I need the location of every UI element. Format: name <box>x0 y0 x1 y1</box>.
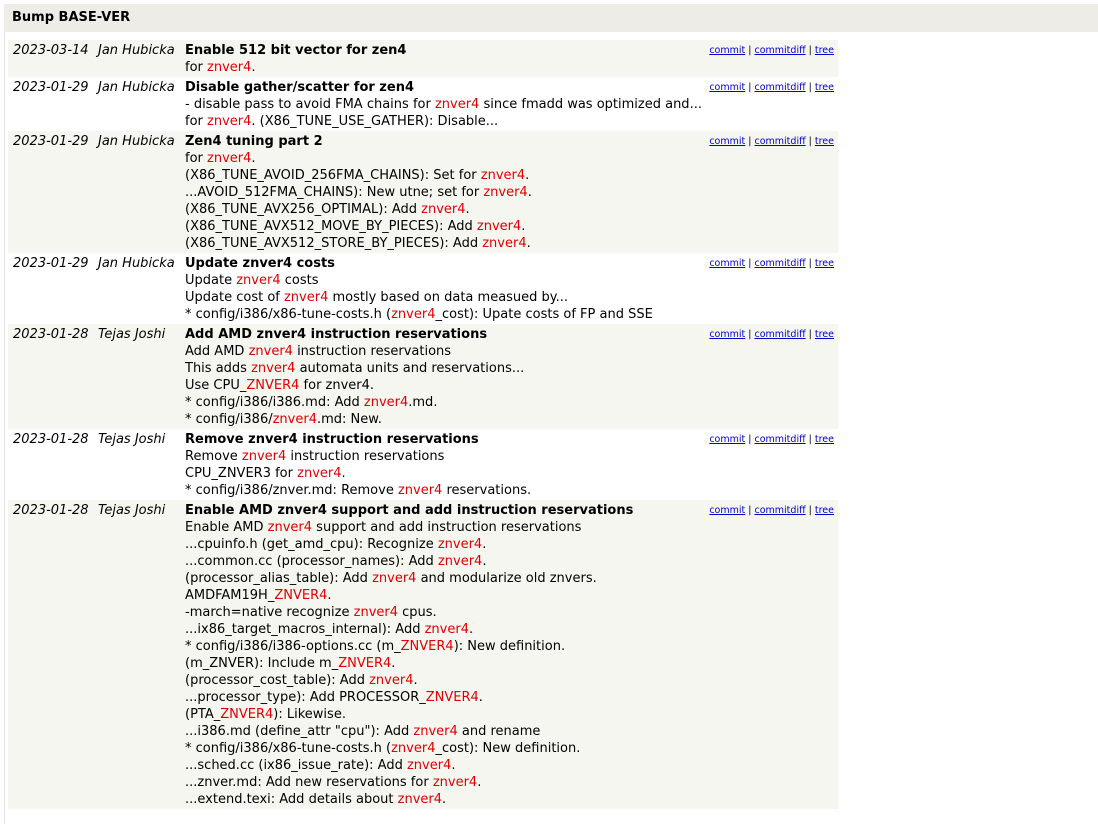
match-text: . <box>251 151 256 166</box>
link-separator: | <box>745 505 755 516</box>
tree-link[interactable]: tree <box>814 329 834 340</box>
match-text: -march=native recognize <box>185 605 354 620</box>
match-text: . <box>526 236 531 251</box>
commit-link[interactable]: commit <box>709 82 746 93</box>
commit-row <box>8 324 838 429</box>
match-text: ...cpuinfo.h (get_amd_cpu): Recognize <box>185 537 438 552</box>
commit-date: 2023-01-29 <box>13 80 89 95</box>
search-match-highlight: znver4 <box>406 758 452 773</box>
search-match-highlight: znver4 <box>283 290 329 305</box>
search-match-highlight: znver4 <box>372 571 417 586</box>
commit-links <box>704 429 838 500</box>
commit-message <box>180 40 704 77</box>
match-text: . <box>391 656 396 671</box>
commit-row <box>8 500 838 809</box>
commit-match-line <box>185 201 700 218</box>
match-text: for <box>185 60 208 75</box>
commit-match-line <box>185 411 700 428</box>
commit-log-table <box>8 40 838 809</box>
link-separator: | <box>745 136 755 147</box>
match-text: ...sched.cc (ix86_issue_rate): Add <box>185 758 407 773</box>
commit-row <box>8 77 838 131</box>
commitdiff-link[interactable]: commitdiff <box>754 434 806 445</box>
search-match-highlight: ZNVER4 <box>220 707 274 722</box>
commit-match-line <box>185 150 700 167</box>
match-text: cpus. <box>398 605 437 620</box>
left-border <box>4 32 5 824</box>
match-text: ...common.cc (processor_names): Add <box>185 554 438 569</box>
commitdiff-link[interactable]: commitdiff <box>754 505 806 516</box>
commit-subject-link[interactable]: Add AMD znver4 instruction reservations <box>185 327 488 342</box>
commit-subject-link[interactable]: Enable AMD znver4 support and add instruction reservations <box>185 503 634 518</box>
match-text: (m_ZNVER): Include m_ <box>185 656 339 671</box>
match-text: for znver4. <box>299 378 375 393</box>
link-separator: | <box>805 434 815 445</box>
match-text: This adds <box>185 361 252 376</box>
commit-row <box>8 131 838 253</box>
search-match-highlight: znver4 <box>397 792 443 807</box>
commit-match-line <box>185 774 700 791</box>
match-text: for <box>185 151 208 166</box>
match-text: * config/i386/x86-tune-costs.h ( <box>185 741 392 756</box>
commit-message <box>180 253 704 324</box>
link-separator: | <box>805 82 815 93</box>
match-text: . <box>327 588 332 603</box>
commit-link[interactable]: commit <box>709 45 746 56</box>
search-match-highlight: znver4 <box>391 741 436 756</box>
match-text: . <box>482 554 487 569</box>
link-separator: | <box>805 136 815 147</box>
commit-author: Tejas Joshi <box>93 500 180 809</box>
commit-message <box>180 429 704 500</box>
match-text: ): Likewise. <box>273 707 346 722</box>
search-match-highlight: znver4 <box>437 537 483 552</box>
link-separator: | <box>805 505 815 516</box>
link-separator: | <box>745 258 755 269</box>
link-separator: | <box>805 45 815 56</box>
commit-match-line <box>185 482 700 499</box>
commit-match-line <box>185 723 700 740</box>
commit-match-line <box>185 740 700 757</box>
commit-author: Jan Hubicka <box>93 40 180 77</box>
commit-match-line <box>185 638 700 655</box>
commit-match-line <box>185 587 700 604</box>
commit-match-line <box>185 553 700 570</box>
match-text: Update cost of <box>185 290 284 305</box>
match-text: ...AVOID_512FMA_CHAINS): New utne; set for <box>185 185 484 200</box>
search-match-highlight: znver4 <box>482 236 527 251</box>
commit-match-line <box>185 167 700 184</box>
commit-author: Jan Hubicka <box>98 256 175 271</box>
commit-message <box>180 131 704 253</box>
commitdiff-link[interactable]: commitdiff <box>754 258 806 269</box>
search-match-highlight: ZNVER4 <box>338 656 392 671</box>
search-match-highlight: znver4 <box>424 622 469 637</box>
tree-link[interactable]: tree <box>814 82 834 93</box>
commit-match-line <box>185 59 700 76</box>
match-text: since fmadd was optimized and... <box>479 97 702 112</box>
commit-match-line <box>185 621 700 638</box>
commit-subject-link[interactable]: Zen4 tuning part 2 <box>185 134 323 149</box>
search-match-highlight: znver4 <box>236 273 281 288</box>
link-separator: | <box>805 329 815 340</box>
match-text: .md: New. <box>316 412 382 427</box>
match-text: . <box>482 537 487 552</box>
search-match-highlight: znver4 <box>391 307 436 322</box>
commit-match-line <box>185 113 700 130</box>
link-separator: | <box>805 258 815 269</box>
commit-log-body <box>8 40 838 809</box>
match-text: instruction reservations <box>292 344 452 359</box>
search-match-highlight: znver4 <box>248 344 293 359</box>
commitdiff-link[interactable]: commitdiff <box>754 136 806 147</box>
match-text: support and add instruction reservations <box>312 520 582 535</box>
commit-links <box>704 500 838 809</box>
commit-match-line <box>185 519 700 536</box>
commit-match-line <box>185 757 700 774</box>
match-text: Update <box>185 273 237 288</box>
commit-match-line <box>185 343 700 360</box>
commit-subject-link[interactable]: Remove znver4 instruction reservations <box>185 432 479 447</box>
match-text: _cost): Upate costs of FP and SSE <box>435 307 653 322</box>
commit-match-line <box>185 448 700 465</box>
commit-date: 2023-01-28 <box>13 432 89 447</box>
commitdiff-link[interactable]: commitdiff <box>754 82 806 93</box>
link-separator: | <box>745 82 755 93</box>
commit-row <box>8 40 838 77</box>
commit-subject-link[interactable]: Enable 512 bit vector for zen4 <box>185 43 407 58</box>
match-text: CPU_ZNVER3 for <box>185 466 298 481</box>
page-title-text[interactable]: Bump BASE-VER <box>12 10 131 25</box>
commit-links <box>704 40 838 77</box>
search-match-highlight: znver4 <box>397 483 443 498</box>
commit-message <box>180 500 704 809</box>
match-text: (X86_TUNE_AVX512_MOVE_BY_PIECES): Add <box>185 219 477 234</box>
match-text: (processor_alias_table): Add <box>185 571 373 586</box>
commit-link[interactable]: commit <box>709 329 746 340</box>
match-text: * config/i386/x86-tune-costs.h ( <box>185 307 392 322</box>
commit-match-line <box>185 672 700 689</box>
commit-match-line <box>185 465 700 482</box>
search-match-highlight: znver4 <box>297 466 342 481</box>
match-text: and rename <box>457 724 541 739</box>
tree-link[interactable]: tree <box>814 434 834 445</box>
match-text: (X86_TUNE_AVOID_256FMA_CHAINS): Set for <box>185 168 481 183</box>
search-match-highlight: znver4 <box>413 724 458 739</box>
commit-subject-link[interactable]: Disable gather/scatter for zen4 <box>185 80 414 95</box>
link-separator: | <box>745 434 755 445</box>
commit-match-line <box>185 394 700 411</box>
match-text: (X86_TUNE_AVX512_STORE_BY_PIECES): Add <box>185 236 483 251</box>
match-text: instruction reservations <box>286 449 445 464</box>
commitdiff-link[interactable]: commitdiff <box>754 45 806 56</box>
search-match-highlight: znver4 <box>241 449 287 464</box>
commit-link[interactable]: commit <box>709 136 746 147</box>
commit-match-line <box>185 96 700 113</box>
search-match-highlight: ZNVER4 <box>425 690 479 705</box>
commit-match-line <box>185 377 700 394</box>
match-text: ...extend.texi: Add details about <box>185 792 398 807</box>
commit-match-line <box>185 235 700 252</box>
link-separator: | <box>745 329 755 340</box>
match-text: (X86_TUNE_AVX256_OPTIMAL): Add <box>185 202 422 217</box>
match-text: . <box>468 622 474 637</box>
commit-subject-link[interactable]: Update znver4 costs <box>185 256 335 271</box>
search-match-highlight: znver4 <box>251 361 296 376</box>
search-match-highlight: znver4 <box>207 114 252 129</box>
page-title[interactable] <box>4 4 1098 32</box>
commit-row <box>8 253 838 324</box>
match-text: * config/i386/znver.md: Remove <box>185 483 398 498</box>
match-text: . <box>341 466 346 481</box>
search-match-highlight: ZNVER4 <box>246 378 300 393</box>
match-text: - disable pass to avoid FMA chains for <box>185 97 435 112</box>
match-text: reservations. <box>442 483 532 498</box>
tree-link[interactable]: tree <box>814 136 834 147</box>
commit-match-line <box>185 360 700 377</box>
match-text: . <box>521 219 526 234</box>
match-text: _cost): New definition. <box>435 741 581 756</box>
commit-author: Jan Hubicka <box>98 80 175 95</box>
commit-match-line <box>185 604 700 621</box>
match-text: . <box>477 775 482 790</box>
commit-match-line <box>185 570 700 587</box>
commit-date: 2023-03-14 <box>8 40 93 77</box>
match-text: ...processor_type): Add PROCESSOR_ <box>185 690 426 705</box>
commit-author: Tejas Joshi <box>93 324 180 429</box>
search-match-highlight: znver4 <box>437 554 483 569</box>
search-match-highlight: znver4 <box>353 605 398 620</box>
tree-link[interactable]: tree <box>814 45 834 56</box>
match-text: . <box>465 202 470 217</box>
search-match-highlight: znver4 <box>480 168 526 183</box>
match-text: . <box>451 758 456 773</box>
link-separator: | <box>745 45 755 56</box>
search-match-highlight: ZNVER4 <box>400 639 454 654</box>
search-match-highlight: znver4 <box>207 60 252 75</box>
commit-row <box>8 429 838 500</box>
search-match-highlight: znver4 <box>207 151 252 166</box>
match-text: . <box>413 673 418 688</box>
match-text: * config/i386/i386.md: Add <box>185 395 364 410</box>
commit-links <box>704 131 838 253</box>
match-text: (PTA_ <box>185 707 221 722</box>
commit-date: 2023-01-29 <box>8 131 93 253</box>
commit-match-line <box>185 184 700 201</box>
search-match-highlight: znver4 <box>434 97 480 112</box>
match-text: * config/i386/i386-options.cc (m_ <box>185 639 401 654</box>
match-text: and modularize old znvers. <box>416 571 597 586</box>
search-match-highlight: znver4 <box>267 520 313 535</box>
tree-link[interactable]: tree <box>814 505 834 516</box>
match-text: automata units and reservations... <box>295 361 525 376</box>
commit-link[interactable]: commit <box>709 434 746 445</box>
match-text: mostly based on data measued by... <box>328 290 569 305</box>
match-text: . <box>251 60 256 75</box>
commit-match-line <box>185 689 700 706</box>
match-text: . <box>525 168 530 183</box>
commit-date: 2023-01-28 <box>8 324 93 429</box>
search-match-highlight: znver4 <box>483 185 528 200</box>
match-text: Remove <box>185 449 242 464</box>
search-match-highlight: znver4 <box>432 775 478 790</box>
commit-link[interactable]: commit <box>709 258 746 269</box>
search-match-highlight: znver4 <box>363 395 409 410</box>
commit-links <box>704 77 838 131</box>
match-text: Use CPU_ <box>185 378 247 393</box>
commit-author: Tejas Joshi <box>98 432 166 447</box>
commit-match-line <box>185 272 700 289</box>
match-text: ...znver.md: Add new reservations for <box>185 775 433 790</box>
match-text: Enable AMD <box>185 520 268 535</box>
match-text: . <box>478 690 483 705</box>
search-match-highlight: ZNVER4 <box>274 588 328 603</box>
commitdiff-link[interactable]: commitdiff <box>754 329 806 340</box>
commit-match-line <box>185 289 700 306</box>
match-text: . <box>442 792 447 807</box>
commit-message <box>180 324 704 429</box>
commit-match-line <box>185 218 700 235</box>
match-text: (processor_cost_table): Add <box>185 673 370 688</box>
match-text: .md. <box>408 395 438 410</box>
commit-match-line <box>185 536 700 553</box>
match-text: costs <box>280 273 319 288</box>
commit-match-line <box>185 655 700 672</box>
match-text: ...ix86_target_macros_internal): Add <box>185 622 425 637</box>
search-match-highlight: znver4 <box>272 412 317 427</box>
match-text: * config/i386/ <box>185 412 273 427</box>
match-text: . (X86_TUNE_USE_GATHER): Disable... <box>251 114 499 129</box>
commit-link[interactable]: commit <box>709 505 746 516</box>
commit-date: 2023-01-28 <box>8 500 93 809</box>
tree-link[interactable]: tree <box>814 258 834 269</box>
commit-author: Jan Hubicka <box>93 131 180 253</box>
commit-match-line <box>185 706 700 723</box>
match-text: ...i386.md (define_attr "cpu"): Add <box>185 724 414 739</box>
commit-links <box>704 253 838 324</box>
match-text: Add AMD <box>185 344 249 359</box>
commit-message <box>180 77 704 131</box>
commit-date: 2023-01-29 <box>13 256 89 271</box>
match-text: . <box>527 185 532 200</box>
commit-links <box>704 324 838 429</box>
match-text: ): New definition. <box>453 639 566 654</box>
match-text: for <box>185 114 208 129</box>
search-match-highlight: znver4 <box>421 202 466 217</box>
commit-match-line <box>185 791 700 808</box>
match-text: AMDFAM19H_ <box>185 588 275 603</box>
search-match-highlight: znver4 <box>369 673 414 688</box>
search-match-highlight: znver4 <box>476 219 522 234</box>
commit-match-line <box>185 306 700 323</box>
